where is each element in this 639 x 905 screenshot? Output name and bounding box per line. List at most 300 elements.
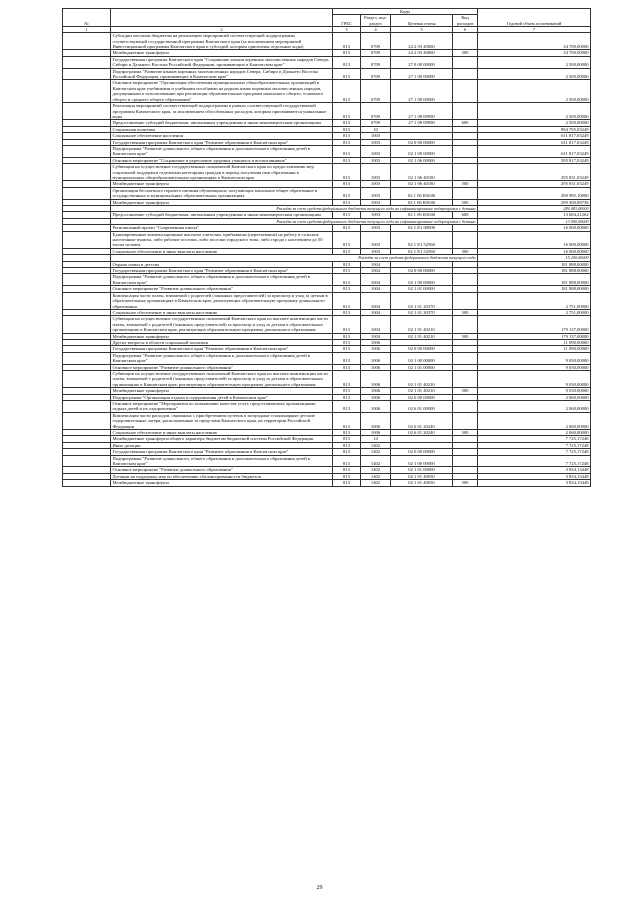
cell-amount: 9 030,00000 [478, 388, 591, 394]
cell-name: Субсидии местным бюджетам на реализацию мероприятий соответствующей подпрограммы соответствующей государственной программы Камчатского края (за исключением мероприятий Инвестиционной программы Камчатского края и субсидий, которым присвоены отдельные коды) [111, 33, 333, 50]
cell-razdel: 1006 [361, 346, 391, 352]
cell-grbs: 813 [333, 181, 361, 187]
cell-csr: 02 1 06 40180 [391, 181, 453, 187]
cell-name: Социальная политика [111, 126, 333, 132]
cell-grbs: 813 [333, 103, 361, 120]
cell-note: Расходы за счет средств федерального бюджета текущего года [111, 255, 478, 261]
cell-csr: 24 2 03 40060 [391, 33, 453, 50]
cell-razdel: 1003 [361, 212, 391, 218]
cell-vid [453, 292, 478, 309]
cell-number [63, 480, 111, 486]
page-number: 29 [316, 885, 323, 891]
cell-grbs: 813 [333, 467, 361, 473]
header-razdel: Раздел, под-раздел [361, 15, 391, 27]
cell-vid [453, 455, 478, 467]
cell-grbs: 813 [333, 316, 361, 333]
cell-csr: 02 1 01 40210 [391, 388, 453, 394]
cell-name: Единовременные компенсационные выплаты учителям, прибывшим (переехавшим) на работу в сельские населенные пункты, либо рабочие поселки, либо поселки городского типа, либо города с населением до 50 тысяч человек [111, 231, 333, 248]
cell-razdel: 1004 [361, 333, 391, 339]
cell-csr: 02 1 00 00000 [391, 455, 453, 467]
cell-razdel: 0709 [361, 68, 391, 80]
cell-grbs: 813 [333, 394, 361, 400]
cell-csr: 02 1 00 00000 [391, 352, 453, 364]
cell-amount: 2 500,00000 [478, 80, 591, 103]
cell-number [63, 103, 111, 120]
cell-amount: 2 500,00000 [478, 120, 591, 126]
cell-vid [453, 370, 478, 387]
cell-name: Охрана семьи и детства [111, 261, 333, 267]
cell-grbs: 813 [333, 274, 361, 286]
cell-csr: 27 1 08 00000 [391, 80, 453, 103]
cell-grbs: 813 [333, 436, 361, 442]
table-row [63, 164, 591, 181]
cell-grbs: 813 [333, 292, 361, 309]
cell-vid [453, 68, 478, 80]
cell-razdel: 1003 [361, 231, 391, 248]
cell-csr: 02 1 06 40180 [391, 164, 453, 181]
cell-csr: 02 1 01 40210 [391, 333, 453, 339]
cell-csr: 02 1 06 R3040 [391, 187, 453, 199]
header-vid: Вид расходов [453, 15, 478, 27]
cell-razdel: 1004 [361, 292, 391, 309]
cell-vid: 500 [453, 333, 478, 339]
cell-name: Основное мероприятие "Развитие дошкольного образования" [111, 364, 333, 370]
cell-amount: 295 831,03249 [478, 164, 591, 181]
cell-name: Социальное обеспечение и иные выплаты населению [111, 309, 333, 315]
cell-csr: 02 1 00 00000 [391, 274, 453, 286]
cell-csr: 02 0 00 00000 [391, 346, 453, 352]
cell-vid [453, 80, 478, 103]
cell-number [63, 56, 111, 68]
cell-amount: 181 888,00000 [478, 286, 591, 292]
cell-amount: 7 725,17248 [478, 449, 591, 455]
cell-grbs: 813 [333, 449, 361, 455]
cell-amount: 16 000,00000 [478, 248, 591, 254]
table-row [63, 455, 591, 467]
cell-amount: 299 300,88738 [478, 199, 591, 205]
cell-name: Основное мероприятие "Развитие дошкольного образования" [111, 467, 333, 473]
cell-amount: 2 060,00000 [478, 412, 591, 429]
cell-amount: 9 030,00000 [478, 370, 591, 387]
cell-csr: 02 1 00 00000 [391, 145, 453, 157]
cell-csr: 02 1 06 00000 [391, 157, 453, 163]
cell-razdel: 1004 [361, 286, 391, 292]
table-row [63, 145, 591, 157]
cell-number [63, 412, 111, 429]
cell-amount: 16 000,00000 [478, 231, 591, 248]
cell-name: Предоставление субсидий бюджетным, автономным учреждениям и иным некоммерческим организациям [111, 212, 333, 218]
cell-vid: 600 [453, 212, 478, 218]
cell-razdel: 0709 [361, 56, 391, 68]
cell-amount: 2 500,00000 [478, 56, 591, 68]
table-row [63, 274, 591, 286]
cell-amount: 15 200,00000 [478, 255, 591, 261]
cell-amount: 181 888,00000 [478, 261, 591, 267]
column-number: 7 [478, 27, 591, 33]
cell-grbs: 813 [333, 346, 361, 352]
cell-name: Государственная программа Камчатского края "Развитие образования в Камчатском крае" [111, 346, 333, 352]
cell-amount: 2 500,00000 [478, 68, 591, 80]
cell-number [63, 33, 111, 50]
cell-csr: 02 1 01 20370 [391, 292, 453, 309]
table-row [63, 480, 591, 486]
column-number: 2 [111, 27, 333, 33]
cell-razdel: 1003 [361, 181, 391, 187]
cell-name: Организация бесплатного горячего питания обучающихся, получающих начальное общее образование в государственных и муниципальных образовательных организациях [111, 187, 333, 199]
cell-razdel: 0709 [361, 33, 391, 50]
cell-number [63, 80, 111, 103]
table-row [63, 80, 591, 103]
cell-csr: 27 1 08 09990 [391, 103, 453, 120]
cell-csr: 02 1 06 R3040 [391, 212, 453, 218]
cell-razdel: 1402 [361, 473, 391, 479]
cell-amount: 7 725,17248 [478, 442, 591, 448]
cell-grbs: 813 [333, 33, 361, 50]
cell-amount: 2 500,00000 [478, 103, 591, 120]
cell-name: Подпрограмма "Развитие дошкольного, общего образования и дополнительного образования детей в Камчатском крае" [111, 145, 333, 157]
cell-csr: 02 0 00 00000 [391, 139, 453, 145]
cell-grbs: 813 [333, 352, 361, 364]
cell-grbs: 813 [333, 370, 361, 387]
cell-csr: 02 1 01 40210 [391, 316, 453, 333]
cell-name: Компенсация части расходов, связанных с приобретением путевок в загородные стационарные детские оздоровительные лагеря, расположенные за пределами Камчатского края, на территории Российской Федерации [111, 412, 333, 429]
cell-name: Субвенции на осуществление государственных полномочий Камчатского края по выплате компенсации части платы, взимаемой с родителей (законных представителей) за присмотр и уход за детьми в образовательных организациях в Камчатском крае, реализующих образовательную программу дошкольного образования [111, 316, 333, 333]
cell-razdel: 1004 [361, 316, 391, 333]
table-row [63, 352, 591, 364]
cell-csr: 02 0 00 00000 [391, 449, 453, 455]
cell-grbs: 813 [333, 309, 361, 315]
cell-name: Межбюджетные трансферты [111, 181, 333, 187]
table-row [63, 33, 591, 50]
cell-vid [453, 231, 478, 248]
cell-amount: 611 817,03249 [478, 133, 591, 139]
cell-razdel: 1006 [361, 412, 391, 429]
cell-grbs: 813 [333, 333, 361, 339]
cell-vid [453, 164, 478, 181]
cell-amount: 2 060,00000 [478, 394, 591, 400]
cell-name: Региональный проект "Современная школа" [111, 225, 333, 231]
cell-razdel: 10 [361, 126, 391, 132]
cell-razdel: 1402 [361, 449, 391, 455]
cell-name: Компенсация части платы, взимаемой с родителей (законных представителей) за присмотр и уход за детьми в образовательных организациях в Камчатском крае, реализующих образовательную программу дошкольного образования [111, 292, 333, 309]
cell-amount: 11 090,00000 [478, 339, 591, 345]
cell-razdel: 1006 [361, 401, 391, 413]
cell-name: Реализация мероприятий соответствующей подпрограммы в рамках соответствующей государственной программы Камчатского края, за исключением обособленных расходов, которым присваиваются уникальные коды [111, 103, 333, 120]
cell-note: Расходы за счет средств федерального бюджета текущего года на софинансирование подпрограмм с детьми [111, 206, 478, 212]
cell-vid [453, 401, 478, 413]
cell-razdel: 1402 [361, 480, 391, 486]
cell-vid: 300 [453, 309, 478, 315]
cell-csr: 02 1 01 20370 [391, 309, 453, 315]
table-row [63, 316, 591, 333]
cell-name: Межбюджетные трансферты [111, 480, 333, 486]
cell-razdel: 1004 [361, 268, 391, 274]
cell-csr: 27 1 00 00000 [391, 68, 453, 80]
table-row [63, 231, 591, 248]
cell-name: Подпрограмма "Развитие дошкольного, общего образования и дополнительного образования детей в Камчатском крае" [111, 455, 333, 467]
cell-razdel: 1004 [361, 261, 391, 267]
cell-razdel: 1003 [361, 248, 391, 254]
cell-number [63, 68, 111, 80]
cell-grbs: 813 [333, 339, 361, 345]
header-codes: Коды [333, 9, 478, 15]
cell-name: Иные дотации [111, 442, 333, 448]
cell-vid [453, 412, 478, 429]
cell-grbs: 813 [333, 412, 361, 429]
cell-csr: 27 0 00 00000 [391, 56, 453, 68]
cell-razdel: 1003 [361, 139, 391, 145]
cell-grbs: 813 [333, 430, 361, 436]
cell-grbs: 813 [333, 286, 361, 292]
cell-vid: 600 [453, 120, 478, 126]
table-row [63, 401, 591, 413]
cell-razdel: 1402 [361, 467, 391, 473]
cell-razdel: 1003 [361, 133, 391, 139]
cell-razdel: 1006 [361, 394, 391, 400]
cell-name: Подпрограмма "Организация отдыха и оздоровления детей в Камчатском крае" [111, 394, 333, 400]
cell-vid: 500 [453, 50, 478, 56]
cell-grbs: 813 [333, 68, 361, 80]
budget-sheet [62, 8, 590, 487]
cell-razdel: 1004 [361, 309, 391, 315]
cell-grbs: 813 [333, 157, 361, 163]
cell-amount: 16 000,00000 [478, 225, 591, 231]
column-number: 5 [391, 27, 453, 33]
cell-amount: 2 060,00000 [478, 401, 591, 413]
column-number: 6 [453, 27, 478, 33]
cell-grbs: 813 [333, 480, 361, 486]
header-number: № [63, 9, 111, 27]
cell-razdel: 1006 [361, 430, 391, 436]
cell-number [63, 370, 111, 387]
cell-amount: 284 483,00000 [478, 206, 591, 212]
cell-razdel: 1006 [361, 364, 391, 370]
cell-amount: 7 725,17248 [478, 436, 591, 442]
table-body [63, 33, 591, 486]
cell-grbs: 813 [333, 50, 361, 56]
cell-grbs: 813 [333, 212, 361, 218]
cell-grbs: 813 [333, 268, 361, 274]
cell-csr: 02 1 E1 52560 [391, 248, 453, 254]
cell-name: Социальное обеспечение и иные выплаты населению [111, 248, 333, 254]
cell-number [63, 231, 111, 248]
column-number: 1 [63, 27, 111, 33]
cell-amount: 181 888,00000 [478, 268, 591, 274]
cell-grbs: 813 [333, 56, 361, 68]
cell-number [63, 401, 111, 413]
cell-amount: 611 817,03249 [478, 145, 591, 157]
cell-csr: 02 1 01 40210 [391, 370, 453, 387]
table-row [63, 68, 591, 80]
cell-vid [453, 316, 478, 333]
cell-vid: 500 [453, 480, 478, 486]
cell-vid [453, 103, 478, 120]
cell-grbs: 813 [333, 133, 361, 139]
header-name [111, 9, 333, 27]
cell-grbs: 813 [333, 139, 361, 145]
cell-grbs: 813 [333, 164, 361, 181]
cell-name: Межбюджетные трансферты [111, 388, 333, 394]
cell-csr: 02 1 01 40030 [391, 480, 453, 486]
cell-amount: 9 030,00000 [478, 364, 591, 370]
cell-vid [453, 33, 478, 50]
cell-grbs: 813 [333, 364, 361, 370]
cell-grbs: 813 [333, 401, 361, 413]
cell-csr: 24 2 03 40060 [391, 50, 453, 56]
cell-csr: 02 1 01 00000 [391, 467, 453, 473]
cell-csr: 02 6 01 00000 [391, 401, 453, 413]
cell-razdel: 1006 [361, 352, 391, 364]
cell-grbs: 813 [333, 126, 361, 132]
cell-razdel: 1003 [361, 157, 391, 163]
cell-csr: 02 6 00 00000 [391, 394, 453, 400]
cell-csr: 02 6 01 20240 [391, 430, 453, 436]
cell-amount: 894 795,03249 [478, 126, 591, 132]
cell-razdel: 1003 [361, 199, 391, 205]
cell-vid: 500 [453, 388, 478, 394]
cell-amount: 2 751,00000 [478, 309, 591, 315]
cell-razdel: 1003 [361, 164, 391, 181]
cell-name: Межбюджетные трансферты [111, 199, 333, 205]
cell-name: Основное мероприятие "Развитие дошкольного образования" [111, 286, 333, 292]
cell-amount: 179 137,00000 [478, 333, 591, 339]
cell-amount: 3 834,13448 [478, 480, 591, 486]
cell-csr: 02 1 06 R3040 [391, 199, 453, 205]
cell-razdel: 1003 [361, 187, 391, 199]
table-row [63, 412, 591, 429]
cell-number [63, 352, 111, 364]
cell-razdel: 0709 [361, 80, 391, 103]
cell-amount: 11 090,00000 [478, 346, 591, 352]
cell-razdel: 1003 [361, 145, 391, 157]
cell-name: Субвенции на осуществление государственных полномочий Камчатского края по предоставлению мер социальной поддержки отдельным категориям граждан в период получения ими образования в муниципальных общеобразовательных организациях в Камчатском крае [111, 164, 333, 181]
cell-grbs: 813 [333, 199, 361, 205]
cell-grbs: 813 [333, 388, 361, 394]
cell-amount: 13 000,00000 [478, 218, 591, 224]
cell-name: Государственная программа Камчатского края "Сохранение языков коренных малочисленных народов Севера, Сибири и Дальнего Востока Российской Федерации, проживающих в Камчатском крае" [111, 56, 333, 68]
cell-grbs: 813 [333, 80, 361, 103]
cell-name: Основное мероприятие "Мероприятия по повышению качества услуг, предоставляемых организациями отдыха детей и их оздоровления" [111, 401, 333, 413]
cell-name: Подпрограмма "Развитие дошкольного, общего образования и дополнительного образования детей в Камчатском крае" [111, 352, 333, 364]
cell-razdel: 0709 [361, 103, 391, 120]
cell-number [63, 274, 111, 286]
cell-number [63, 316, 111, 333]
cell-amount: 34 700,00000 [478, 50, 591, 56]
cell-razdel: 1006 [361, 339, 391, 345]
cell-amount: 3 834,13448 [478, 467, 591, 473]
cell-razdel: 0709 [361, 50, 391, 56]
table-row [63, 370, 591, 387]
cell-amount: 7 725,17248 [478, 455, 591, 467]
cell-amount: 9 030,00000 [478, 352, 591, 364]
column-number: 4 [361, 27, 391, 33]
cell-grbs: 813 [333, 187, 361, 199]
cell-vid: 300 [453, 248, 478, 254]
cell-grbs: 813 [333, 145, 361, 157]
cell-razdel: 1003 [361, 225, 391, 231]
cell-amount: 13 684,21262 [478, 212, 591, 218]
header-grbs: ГРБС [333, 15, 361, 27]
cell-amount: 34 700,00000 [478, 33, 591, 50]
header-row-codes [63, 9, 591, 15]
cell-vid: 500 [453, 199, 478, 205]
cell-name: Социальное обеспечение населения [111, 133, 333, 139]
cell-number [63, 145, 111, 157]
cell-razdel: 1402 [361, 442, 391, 448]
cell-note: Расходы за счет средств федерального бюджета текущего года на софинансирование подпрограмм с детьми [111, 218, 478, 224]
cell-amount: 3 834,13448 [478, 473, 591, 479]
cell-name: Основное мероприятие "Сохранение и укрепление здоровья учащихся и воспитанников" [111, 157, 333, 163]
cell-name: Подпрограмма "Развитие языков коренных малочисленных народов Севера, Сибири и Дальнего Востока Российской Федерации, проживающих в Камчатском крае" [111, 68, 333, 80]
cell-grbs: 813 [333, 442, 361, 448]
cell-vid [453, 274, 478, 286]
cell-amount: 179 137,00000 [478, 316, 591, 333]
cell-csr: 02 1 E1 52560 [391, 231, 453, 248]
cell-name: Межбюджетные трансферты общего характера бюджетам бюджетной системы Российской Федерации [111, 436, 333, 442]
cell-name: Государственная программа Камчатского края "Развитие образования в Камчатском крае" [111, 139, 333, 145]
cell-number [63, 164, 111, 181]
cell-amount: 295 831,03249 [478, 181, 591, 187]
table-row [63, 103, 591, 120]
cell-vid: 300 [453, 430, 478, 436]
cell-grbs: 813 [333, 231, 361, 248]
budget-table [62, 8, 591, 487]
cell-name: Предоставление субсидий бюджетным, автономным учреждениям и иным некоммерческим организациям [111, 120, 333, 126]
cell-grbs: 813 [333, 225, 361, 231]
cell-csr: 02 0 00 00000 [391, 268, 453, 274]
cell-razdel: 1006 [361, 370, 391, 387]
table-row [63, 292, 591, 309]
cell-name: Дотации на поддержку мер по обеспечению сбалансированности бюджетов [111, 473, 333, 479]
header-amount: Годовой объем ассигнований [478, 9, 591, 27]
cell-grbs: 813 [333, 248, 361, 254]
column-number: 3 [333, 27, 361, 33]
table-row [63, 187, 591, 199]
cell-csr: 02 1 E1 00000 [391, 225, 453, 231]
cell-grbs: 813 [333, 261, 361, 267]
cell-number [63, 187, 111, 199]
cell-razdel: 1402 [361, 455, 391, 467]
cell-name: Межбюджетные трансферты [111, 50, 333, 56]
cell-razdel: 1004 [361, 274, 391, 286]
cell-csr: 27 1 08 09990 [391, 120, 453, 126]
cell-name: Государственная программа Камчатского края "Развитие образования в Камчатском крае" [111, 268, 333, 274]
cell-razdel: 14 [361, 436, 391, 442]
cell-number [63, 455, 111, 467]
cell-name: Социальное обеспечение и иные выплаты населению [111, 430, 333, 436]
cell-razdel: 1006 [361, 388, 391, 394]
cell-grbs: 813 [333, 120, 361, 126]
cell-csr: 02 1 01 00000 [391, 364, 453, 370]
cell-amount: 2 060,00000 [478, 430, 591, 436]
cell-name: Субвенции на осуществление государственных полномочий Камчатского края по выплате компенсации части платы, взимаемой с родителей (законных представителей) за присмотр и уход за детьми в образовательных организациях в Камчатском крае, реализующих образовательную программу дошкольного образования [111, 370, 333, 387]
cell-razdel: 0709 [361, 120, 391, 126]
cell-name: Другие вопросы в области социальной политики [111, 339, 333, 345]
cell-amount: 299 985,10000 [478, 187, 591, 199]
cell-vid [453, 187, 478, 199]
cell-vid: 500 [453, 181, 478, 187]
cell-name: Межбюджетные трансферты [111, 333, 333, 339]
cell-amount: 595 817,03249 [478, 157, 591, 163]
cell-number [63, 292, 111, 309]
cell-grbs: 813 [333, 455, 361, 467]
cell-amount: 2 751,00000 [478, 292, 591, 309]
cell-name: Основное мероприятие "Организация обеспечения муниципальных общеобразовательных организаций в Камчатском крае учебниками и учебными пособиями на родном языке коренных малочисленных народов, допущенными к использованию при реализации образовательных программ начального общего, основного общего и среднего общего образования" [111, 80, 333, 103]
header-csr: Целевая статья [391, 15, 453, 27]
cell-csr: 02 6 01 20240 [391, 412, 453, 429]
table-row [63, 56, 591, 68]
cell-name: Подпрограмма "Развитие дошкольного, общего образования и дополнительного образования детей в Камчатском крае" [111, 274, 333, 286]
